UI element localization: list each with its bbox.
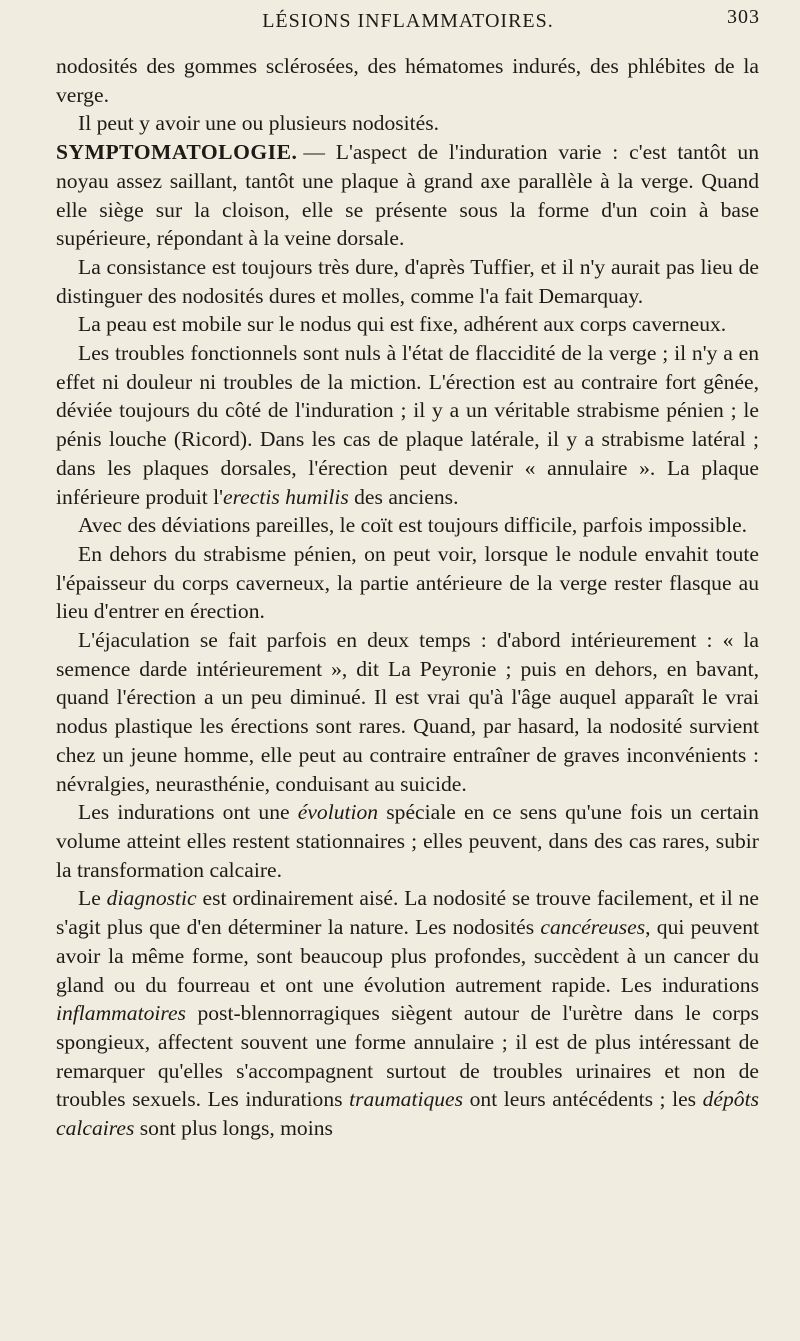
emphasis-term: traumatiques <box>349 1087 464 1112</box>
page-number: 303 <box>727 6 760 28</box>
paragraph-text: des anciens. <box>348 484 459 509</box>
section-heading: SYMPTOMATOLOGIE. <box>56 140 298 165</box>
running-title: LÉSIONS INFLAMMATOIRES. <box>262 10 554 32</box>
paragraph-text: sont plus longs, moins <box>134 1116 333 1141</box>
emphasis-term: dépôts calcaires <box>56 1087 759 1141</box>
latin-term: erectis humilis <box>222 484 349 509</box>
paragraph: En dehors du strabisme pénien, on peut voir, lorsque le nodule envahit toute l'épaisseur du corps caverneux, la partie antérieure de la verge rester flasque au lieu d'entrer en érection. <box>56 541 759 624</box>
section-paragraph <box>56 138 759 253</box>
paragraph-text: est ordinairement aisé. La nodosité se trouve facilement, et il ne s'agit plus que d'en déterminer la nature. Les nodosités <box>56 886 759 940</box>
page-body <box>56 52 759 1143</box>
paragraph: La consistance est toujours très dure, d'après Tuffier, et il n'y aurait pas lieu de distinguer des nodosités dures et molles, comme l'a fait Demarquay. <box>56 254 759 308</box>
emphasis-term: diagnostic <box>106 886 197 911</box>
paragraph-text: Le <box>78 886 107 911</box>
paragraph-text: Les troubles fonctionnels sont nuls à l'état de flaccidité de la verge ; il n'y a en effet ni douleur ni troubles de la miction. L'érection est au contraire fort gênée, déviée toujours du côté de l'induration ; il y a un véritable strabisme pénien ; le pénis louche (Ricord). Dans les cas de plaque latérale, il y a strabisme latéral ; dans les plaques dorsales, l'érection peut devenir « annulaire ». La plaque inférieure produit l' <box>56 341 759 509</box>
paragraph: La peau est mobile sur le nodus qui est fixe, adhérent aux corps caverneux. <box>78 312 727 337</box>
page-header <box>56 6 760 36</box>
paragraph: nodosités des gommes sclérosées, des hématomes indurés, des phlébites de la verge. <box>56 54 759 107</box>
paragraph <box>56 339 759 511</box>
paragraph: Il peut y avoir une ou plusieurs nodosités. <box>78 111 440 136</box>
emphasis-term: évolution <box>297 800 379 825</box>
emphasis-term: inflammatoires <box>56 1001 186 1026</box>
paragraph-text: spéciale en ce sens qu'une fois un certain volume atteint elles restent stationnaires ; elles peuvent, dans des cas rares, subir la transformation calcaire. <box>56 800 759 882</box>
paragraph: Avec des déviations pareilles, le coït est toujours difficile, parfois impossible. <box>78 513 748 538</box>
emphasis-term: cancéreuses <box>540 915 646 940</box>
paragraph-text: , qui peuvent avoir la même forme, sont beaucoup plus profondes, succèdent à un cancer du gland ou du fourreau et ont une évolution autrement rapide. Les indurations <box>56 915 759 997</box>
paragraph-text: post-blennorragiques siègent autour de l'urètre dans le corps spongieux, affectent souvent une forme annulaire ; il est de plus intéressant de remarquer qu'elles s'accompagnent surtout de troubles urinaires et non de troubles sexuels. Les indurations <box>56 1001 759 1112</box>
paragraph-text: ont leurs antécédents ; les <box>463 1087 703 1112</box>
paragraph <box>56 798 759 884</box>
paragraph <box>56 884 759 1142</box>
paragraph-text: Les indurations ont une <box>78 800 298 825</box>
paragraph-text: — L'aspect de l'induration varie : c'est tantôt un noyau assez saillant, tantôt une plaque à grand axe parallèle à la verge. Quand elle siège sur la cloison, elle se présente sous la forme d'un coin à base supérieure, répondant à la veine dorsale. <box>56 140 759 251</box>
paragraph: L'éjaculation se fait parfois en deux temps : d'abord intérieurement : « la semence darde intérieurement », dit La Peyronie ; puis en dehors, en bavant, quand l'érection a un peu diminué. Il est vrai qu'à l'âge auquel apparaît le vrai nodus plastique les érections sont rares. Quand, par hasard, la nodosité survient chez un jeune homme, elle peut au contraire entraîner de graves inconvénients : névralgies, neurasthénie, conduisant au suicide. <box>56 628 759 796</box>
